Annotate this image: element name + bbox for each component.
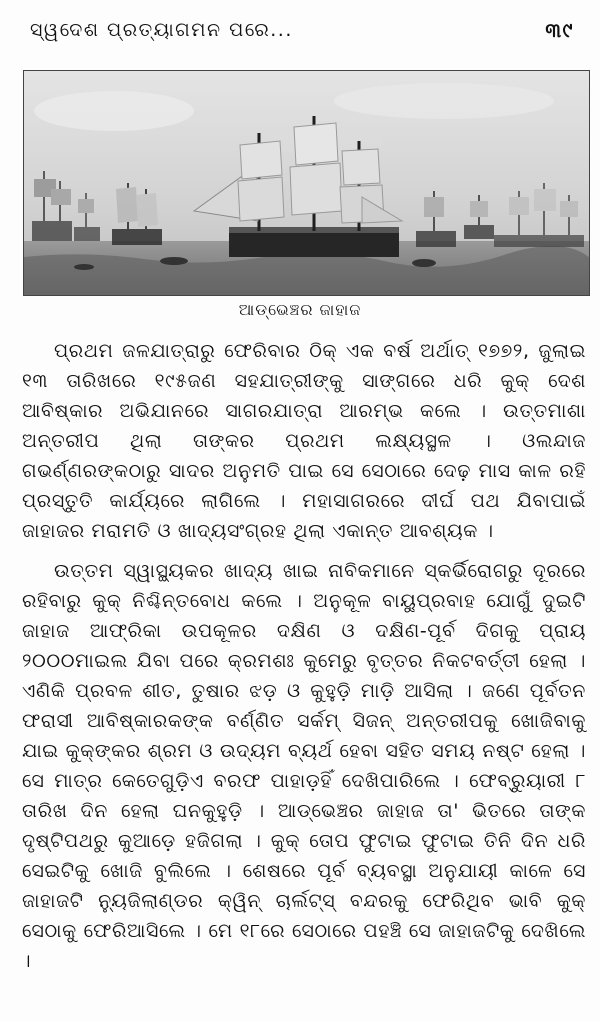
chapter-title: ସ୍ୱଦେଶ ପ୍ରତ୍ୟାଗମନ ପରେ...	[30, 19, 293, 41]
page-number: ୩୯	[545, 18, 574, 42]
running-header	[30, 10, 574, 50]
paragraph: ପ୍ରଥମ ଜଳଯାତ୍ରାରୁ ଫେରିବାର ଠିକ୍ ଏକ ବର୍ଷ ଅର୍ଥାତ୍ ୧୭୭୨, ଜୁଲାଇ ୧୩ ତାରିଖରେ ୧୯୫ଜଣ ସହଯାତ୍ରୀଙ୍କୁ ସାଙ୍ଗରେ ଧରି କୁକ୍ ଦେଶ ଆବିଷ୍କାର ଅଭିଯାନରେ ସାଗରଯାତ୍ରା ଆରମ୍ଭ କଲେ । ଉତ୍ତମାଶା ଅନ୍ତରୀପ ଥିଲା ତାଙ୍କର ପ୍ରଥମ ଲକ୍ଷ୍ୟସ୍ଥଳ । ଓଲନ୍ଦାଜ ଗଭର୍ଣ୍ଣରଙ୍କଠାରୁ ସାଦର ଅନୁମତି ପାଇ ସେ ସେଠାରେ ଦେଢ଼ ମାସ କାଳ ରହି ପ୍ରସ୍ତୁତି କାର୍ଯ୍ୟରେ ଲାଗିଲେ । ମହାସାଗରରେ ଦୀର୍ଘ ପଥ ଯିବାପାଇଁ ଜାହାଜର ମରାମତି ଓ ଖାଦ୍ୟସଂଗ୍ରହ ଥିଲା ଏକାନ୍ତ ଆବଶ୍ୟକ ।	[22, 340, 586, 542]
figure-caption: ଆଡ୍‌ଭେଞ୍ଚର ଜାହାଜ	[238, 300, 362, 319]
ship-illustration	[23, 70, 590, 296]
paragraph: ଉତ୍ତମ ସ୍ୱାସ୍ଥ୍ୟକର ଖାଦ୍ୟ ଖାଇ ନାବିକମାନେ ସ୍କର୍ଭିରୋଗରୁ ଦୂରରେ ରହିବାରୁ କୁକ୍ ନିଶ୍ଚିନ୍ତବୋଧ କଲେ । ଅନୁକୂଳ ବାୟୁପ୍ରବାହ ଯୋଗୁଁ ଦୁଇଟି ଜାହାଜ ଆଫ୍ରିକା ଉପକୂଳର ଦକ୍ଷିଣ ଓ ଦକ୍ଷିଣ-ପୂର୍ବ ଦିଗକୁ ପ୍ରାୟ ୨୦୦୦ମାଇଲ ଯିବା ପରେ କ୍ରମଶଃ କୁମେରୁ ବୃତ୍ତର ନିକଟବର୍ତ୍ତୀ ହେଲା । ଏଣିକି ପ୍ରବଳ ଶୀତ, ତୁଷାର ଝଡ଼ ଓ କୁହୁଡ଼ି ମାଡ଼ି ଆସିଲା । ଜଣେ ପୂର୍ବତନ ଫରାସୀ ଆବିଷ୍କାରକଙ୍କ ବର୍ଣ୍ଣିତ ସର୍କମ୍ ସିଜନ୍ ଅନ୍ତରୀପକୁ ଖୋଜିବାକୁ ଯାଇ କୁକ୍‌ଙ୍କର ଶ୍ରମ ଓ ଉଦ୍ୟମ ବ୍ୟର୍ଥ ହେବା ସହିତ ସମୟ ନଷ୍ଟ ହେଲା । ସେ ମାତ୍ର କେତେଗୁଡ଼ିଏ ବରଫ ପାହାଡ଼ହିଁ ଦେଖିପାରିଲେ । ଫେବ୍ରୁୟାରୀ ୮ ତାରିଖ ଦିନ ହେଲା ଘନକୁହୁଡ଼ି । ଆଡ୍‌ଭେଞ୍ଚର ଜାହାଜ ତା' ଭିତରେ ତାଙ୍କ ଦୃଷ୍ଟିପଥରୁ କୁଆଡ଼େ ହଜିଗଲା । କୁକ୍ ତୋପ ଫୁଟାଇ ଫୁଟାଇ ତିନି ଦିନ ଧରି ସେଇଟିକୁ ଖୋଜି ବୁଲିଲେ । ଶେଷରେ ପୂର୍ବ ବ୍ୟବସ୍ଥା ଅନୁଯାୟୀ କାଳେ ସେ ଜାହାଜଟି ନ୍ୟୁଜିଲାଣ୍ଡର କ୍ୱିନ୍ ଚାର୍ଲଟ୍‌ସ୍ ବନ୍ଦରକୁ ଫେରିଥିବ ଭାବି କୁକ୍ ସେଠାକୁ ଫେରିଆସିଲେ । ମେ ୧୮ରେ ସେଠାରେ ପହଞ୍ଚି ସେ ଜାହାଜଟିକୁ ଦେଖିଲେ ।	[22, 560, 586, 972]
sailing-ships-picture	[24, 71, 590, 296]
body-text	[22, 336, 586, 976]
